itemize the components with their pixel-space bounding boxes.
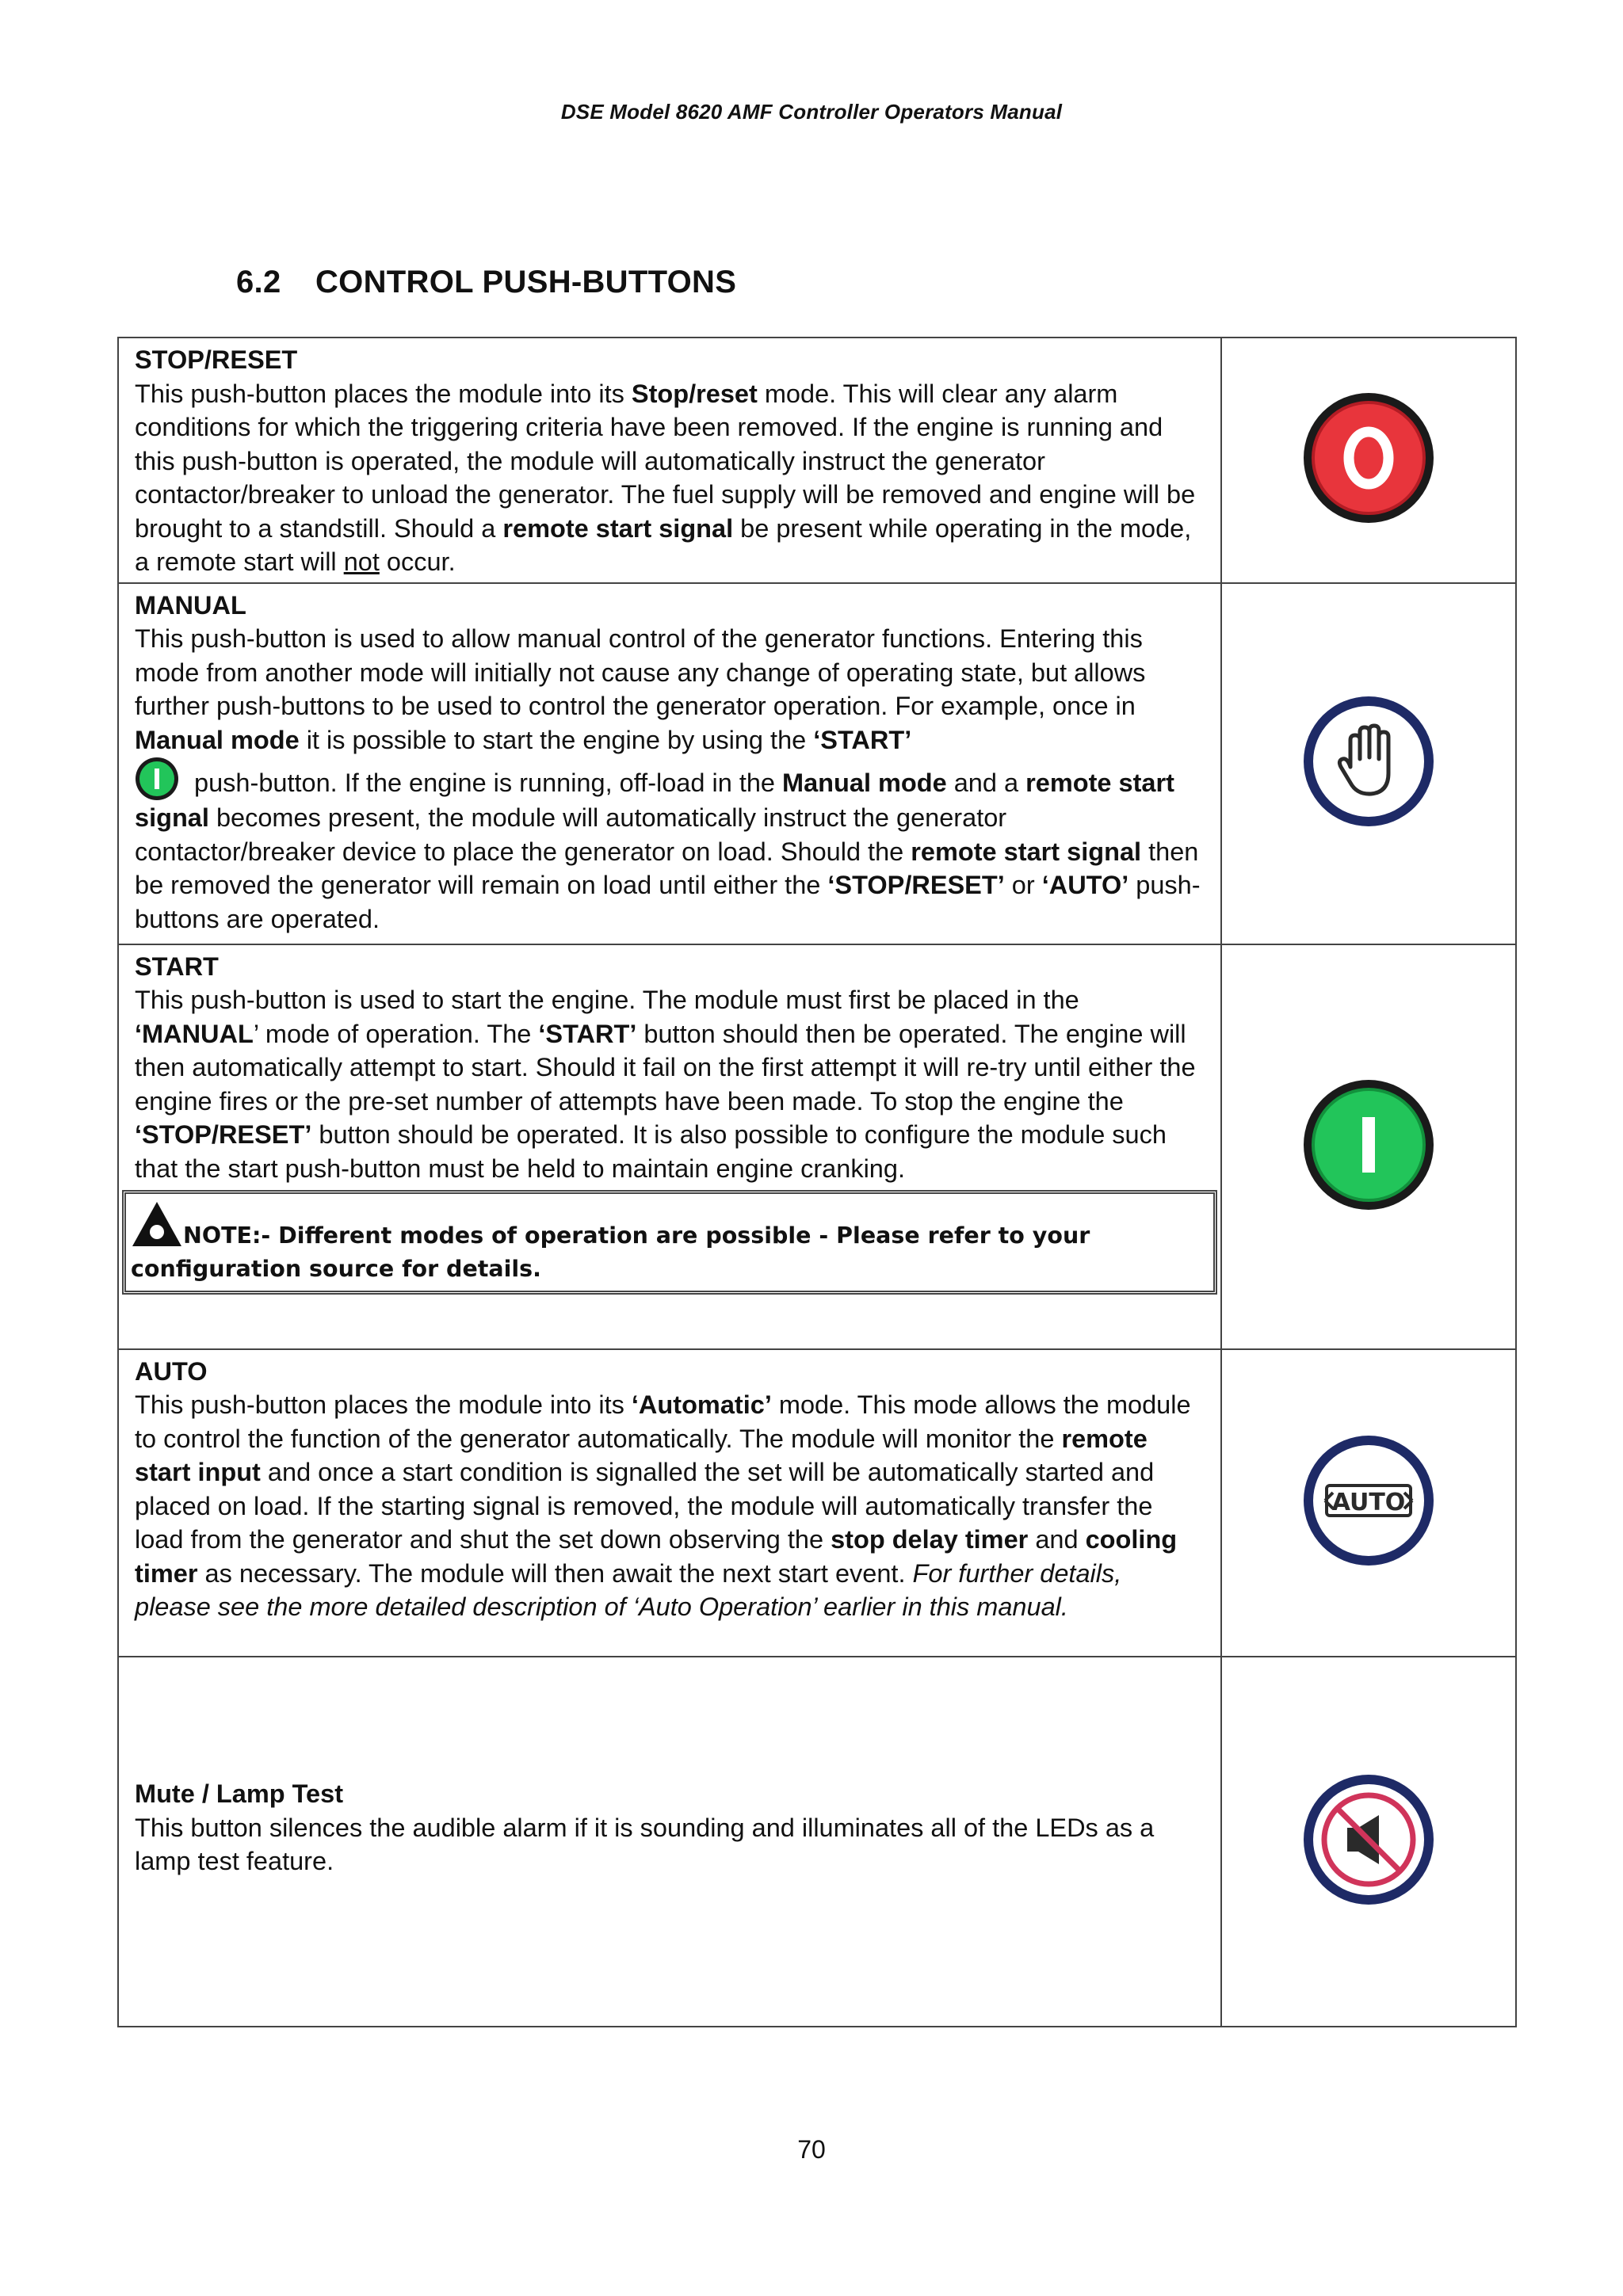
table-row-manual <box>118 583 1516 944</box>
mute-text: This button silences the audible alarm if it is sounding and illuminates all of the LEDs as a lamp test feature. <box>135 1813 1155 1876</box>
section-number: 6.2 <box>236 265 281 299</box>
stop-reset-text: This push-button places the module into its Stop/reset mode. This will clear any alarm conditions for which the triggering criteria have been removed. If the engine is running and this push-button is operated, the module will automatically instruct the generator contactor/breaker to unload the generator. The fuel supply will be removed and engine will be brought to a standstill. Should a remote start signal be present while operating in the mode, a remote start will not occur. <box>135 379 1196 576</box>
mute-icon-cell <box>1221 1657 1516 2027</box>
note-box <box>122 1190 1217 1295</box>
start-text: This push-button is used to start the engine. The module must first be placed in the ‘MANUAL’ mode of operation. The ‘START’ button should then be operated. The engine will then automatically attempt to start. Should it fail on the first attempt it will re-try until either the engine fires or the pre-set number of attempts have been made. To stop the engine the ‘STOP/RESET’ button should be operated. It is also possible to configure the module such that the start push-button must be held to maintain engine cranking. <box>135 986 1196 1183</box>
auto-icon-cell <box>1221 1349 1516 1657</box>
stop-reset-description <box>118 338 1221 583</box>
manual-text: This push-button is used to allow manual control of the generator functions. Entering this mode from another mode will initially not cause any change of operating state, but allows further push-buttons to be used to control the generator operation. For example, once in Manual mode it is possible to start the engine by using the ‘START’ push-button. If the engine is running, off-load in the Manual mode and a remote start signal becomes present, the module will automatically instruct the generator contactor/breaker device to place the generator on load. Should the remote start signal then be removed the generator will remain on load until either the ‘STOP/RESET’ or ‘AUTO’ push-buttons are operated. <box>135 624 1201 933</box>
start-button-inline-icon <box>135 757 179 801</box>
start-description <box>118 944 1221 1349</box>
manual-title: MANUAL <box>135 590 246 620</box>
auto-icon <box>1301 1433 1436 1568</box>
table-row-auto <box>118 1349 1516 1657</box>
section-heading <box>236 265 736 300</box>
manual-description <box>118 583 1221 944</box>
stop-reset-title: STOP/RESET <box>135 345 298 374</box>
auto-title: AUTO <box>135 1356 208 1386</box>
warning-icon <box>131 1200 183 1248</box>
table-row-start <box>118 944 1516 1349</box>
mute-description <box>118 1657 1221 2027</box>
stop-reset-icon-cell <box>1221 338 1516 583</box>
table-row-mute <box>118 1657 1516 2027</box>
hand-icon <box>1301 694 1436 829</box>
mute-icon <box>1301 1772 1436 1907</box>
auto-icon-label: AUTO <box>1331 1489 1406 1516</box>
stop-button-icon <box>1301 391 1436 525</box>
page-number: 70 <box>797 2135 826 2164</box>
manual-icon-cell <box>1221 583 1516 944</box>
page-header: DSE Model 8620 AMF Controller Operators Manual <box>560 100 1063 124</box>
section-title: CONTROL PUSH-BUTTONS <box>315 265 737 299</box>
mute-title: Mute / Lamp Test <box>135 1779 344 1809</box>
start-title: START <box>135 952 219 981</box>
auto-text: This push-button places the module into its ‘Automatic’ mode. This mode allows the module to control the function of the generator automatically. The module will monitor the remote start input and once a start condition is signalled the set will be automatically started and placed on load. If the starting signal is removed, the module will automatically transfer the load from the generator and shut the set down observing the stop delay timer and cooling timer as necessary. The module will then await the next start event. For further details, please see the more detailed description of ‘Auto Operation’ earlier in this manual. <box>135 1390 1191 1621</box>
table-row-stop-reset <box>118 338 1516 583</box>
note-text: NOTE:- Different modes of operation are possible - Please refer to your configuration source for details. <box>131 1222 1090 1282</box>
start-icon-cell <box>1221 944 1516 1349</box>
start-button-icon <box>1301 1077 1436 1212</box>
push-buttons-table <box>117 337 1517 2027</box>
auto-description <box>118 1349 1221 1657</box>
